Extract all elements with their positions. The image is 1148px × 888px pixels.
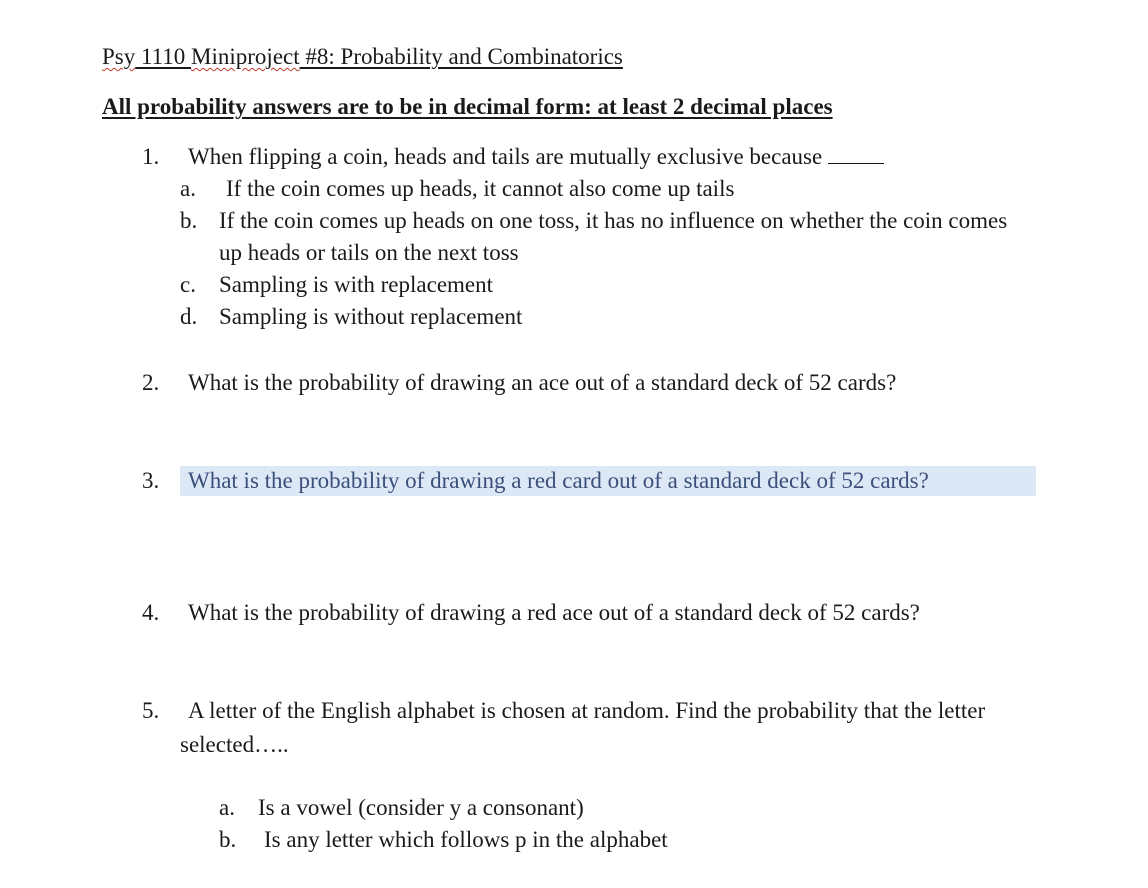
q1-option-b-text-cont: up heads or tails on the next toss <box>219 240 519 265</box>
q1-question: When flipping a coin, heads and tails are mutually exclusive because <box>188 144 823 169</box>
document-title <box>102 43 623 71</box>
q1-option-b-letter: b. <box>180 208 198 233</box>
q5-option-b-letter: b. <box>219 827 237 852</box>
q5-text: A letter of the English alphabet is chosen at random. Find the probability that the letter <box>188 698 986 723</box>
title-word-miniproject: Miniproject <box>191 44 300 69</box>
q1-option-c-letter: c. <box>180 272 196 297</box>
q3-number: 3. <box>142 468 160 493</box>
q1-option-a-letter: a. <box>180 176 196 201</box>
q1-option-d-text: Sampling is without replacement <box>219 304 523 329</box>
q1-option-c-text: Sampling is with replacement <box>219 272 494 297</box>
q1-answer-blank[interactable] <box>828 145 884 164</box>
q1-option-a-text: If the coin comes up heads, it cannot also come up tails <box>226 176 735 201</box>
q1-text <box>188 143 884 171</box>
q2-text: What is the probability of drawing an ace out of a standard deck of 52 cards? <box>188 370 897 395</box>
q1-option-d-letter: d. <box>180 304 198 329</box>
title-rest: #8: Probability and Combinatorics <box>299 44 623 69</box>
q5-text-cont: selected….. <box>180 732 289 757</box>
title-word-1110: 1110 <box>135 44 192 69</box>
q5-number: 5. <box>142 698 160 723</box>
q5-option-a-letter: a. <box>219 795 235 820</box>
q1-option-b-text: If the coin comes up heads on one toss, it has no influence on whether the coin comes <box>219 208 1008 233</box>
q5-option-b-text: Is any letter which follows p in the alphabet <box>264 827 668 852</box>
title-word-psy: Psy <box>102 44 136 69</box>
q4-text: What is the probability of drawing a red ace out of a standard deck of 52 cards? <box>188 600 920 625</box>
q3-text: What is the probability of drawing a red card out of a standard deck of 52 cards? <box>188 468 929 493</box>
q2-number: 2. <box>142 370 160 395</box>
q5-option-a-text: Is a vowel (consider y a consonant) <box>258 795 584 820</box>
q4-number: 4. <box>142 600 160 625</box>
q1-number: 1. <box>142 144 160 169</box>
instructions-heading: All probability answers are to be in decimal form: at least 2 decimal places <box>102 94 833 119</box>
